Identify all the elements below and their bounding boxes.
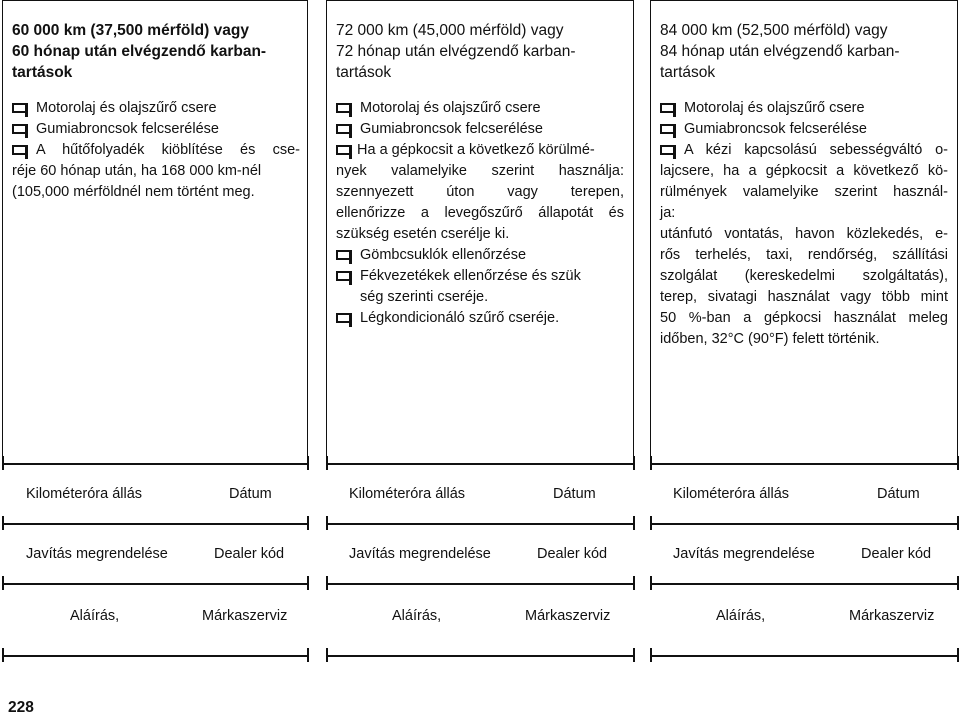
- checklist-item: Motorolaj és olajszűrő csere: [660, 98, 948, 119]
- form-tick: [2, 648, 4, 662]
- checkbox-icon[interactable]: [12, 103, 25, 113]
- item-continuation: réje 60 hónap után, ha 168 000 km-nél: [12, 163, 262, 179]
- checkbox-icon[interactable]: [660, 145, 673, 155]
- form-tick: [633, 516, 635, 530]
- form-line: [650, 463, 958, 465]
- form-tick: [957, 516, 959, 530]
- checklist-item: Motorolaj és olajszűrő csere: [12, 98, 300, 119]
- item-continuation: (105,000 mérföldnél nem történt meg.: [12, 184, 255, 200]
- signature-label: Aláírás,: [716, 608, 766, 624]
- repair-order-label: Javítás megrendelése: [26, 546, 168, 562]
- checkbox-icon[interactable]: [336, 145, 349, 155]
- checkbox-icon[interactable]: [336, 250, 349, 260]
- column-heading: 84 000 km (52,500 mérföld) vagy 84 hónap után elvégzendő karban- tartások: [660, 22, 900, 81]
- column-heading: 60 000 km (37,500 mérföld) vagy 60 hónap után elvégzendő karban- tartások: [12, 22, 267, 81]
- signature-label: Aláírás,: [70, 608, 120, 624]
- form-tick: [307, 456, 309, 470]
- form-tick: [633, 576, 635, 590]
- form-line: [326, 523, 634, 525]
- checkbox-icon[interactable]: [336, 271, 349, 281]
- checklist-item: A kézi kapcsolású sebességváltó o-: [660, 140, 948, 161]
- form-line: [650, 655, 958, 657]
- column-heading: 72 000 km (45,000 mérföld) vagy 72 hónap után elvégzendő karban- tartások: [336, 22, 576, 81]
- repair-order-label: Javítás megrendelése: [673, 546, 815, 562]
- checklist: [12, 98, 300, 203]
- checklist-item: A hűtőfolyadék kiöblítése és cse-: [12, 140, 300, 161]
- form-tick: [957, 648, 959, 662]
- odometer-label: Kilométeróra állás: [673, 486, 790, 502]
- form-tick: [326, 456, 328, 470]
- form-line: [2, 655, 308, 657]
- form-tick: [650, 648, 652, 662]
- item-paragraph: nyek valamelyike szerint használja: szennyezett úton vagy terepen, ellenőrizze a levegőszűrő állapotát és szükség esetén cserélje ki.: [336, 163, 624, 242]
- checkbox-icon[interactable]: [660, 103, 673, 113]
- form-line: [650, 523, 958, 525]
- form-line: [650, 583, 958, 585]
- checklist-item: Gumiabroncsok felcserélése: [336, 119, 624, 140]
- checklist-item: Gumiabroncsok felcserélése: [660, 119, 948, 140]
- checklist-item: Ha a gépkocsit a következő körülmé-: [336, 140, 624, 161]
- form-tick: [326, 648, 328, 662]
- checklist-item: Motorolaj és olajszűrő csere: [336, 98, 624, 119]
- item-continuation: ség szerinti cseréje.: [360, 289, 489, 305]
- dealer-code-label: Dealer kód: [537, 546, 608, 562]
- form-tick: [326, 516, 328, 530]
- checklist: [660, 98, 948, 350]
- form-line: [326, 583, 634, 585]
- checklist-item: Gumiabroncsok felcserélése: [12, 119, 300, 140]
- repair-order-label: Javítás megrendelése: [349, 546, 491, 562]
- form-tick: [650, 456, 652, 470]
- page-number: 228: [8, 699, 34, 716]
- date-label: Dátum: [229, 486, 272, 502]
- form-tick: [633, 456, 635, 470]
- date-label: Dátum: [877, 486, 920, 502]
- dealer-code-label: Dealer kód: [214, 546, 285, 562]
- odometer-label: Kilométeróra állás: [26, 486, 143, 502]
- form-line: [2, 583, 308, 585]
- checkbox-icon[interactable]: [336, 124, 349, 134]
- maintenance-column-60k: [2, 0, 308, 463]
- checklist: [336, 98, 624, 329]
- date-label: Dátum: [553, 486, 596, 502]
- form-line: [2, 463, 308, 465]
- form-tick: [957, 456, 959, 470]
- service-label: Márkaszerviz: [202, 608, 288, 624]
- checklist-item: Légkondicionáló szűrő cseréje.: [336, 308, 624, 329]
- checkbox-icon[interactable]: [336, 103, 349, 113]
- form-tick: [326, 576, 328, 590]
- form-tick: [2, 576, 4, 590]
- form-tick: [957, 576, 959, 590]
- checklist-item: Gömbcsuklók ellenőrzése: [336, 245, 624, 266]
- form-tick: [2, 516, 4, 530]
- form-tick: [2, 456, 4, 470]
- checklist-item: Fékvezetékek ellenőrzése és szük: [336, 266, 624, 287]
- service-label: Márkaszerviz: [849, 608, 935, 624]
- checkbox-icon[interactable]: [336, 313, 349, 323]
- service-label: Márkaszerviz: [525, 608, 611, 624]
- form-tick: [307, 516, 309, 530]
- checkbox-icon[interactable]: [12, 124, 25, 134]
- form-tick: [650, 576, 652, 590]
- checkbox-icon[interactable]: [660, 124, 673, 134]
- maintenance-column-84k: [650, 0, 958, 463]
- form-tick: [650, 516, 652, 530]
- form-tick: [633, 648, 635, 662]
- item-paragraph: lajcsere, ha a gépkocsit a következő kö- rülmények valamelyike szerint használ- ja: utánfutó vontatás, havon közlekedés, e- rős terhelés, taxi, rendőrség, szállítási szolgálat (kereskedelmi szolgáltatás), terep, sivatagi használat vagy több mint 50 %-ban a gépkocsi használat meleg időben, 32°C (90°F) felett történik.: [660, 163, 948, 347]
- dealer-code-label: Dealer kód: [861, 546, 932, 562]
- form-line: [326, 655, 634, 657]
- form-tick: [307, 648, 309, 662]
- form-line: [2, 523, 308, 525]
- checkbox-icon[interactable]: [12, 145, 25, 155]
- odometer-label: Kilométeróra állás: [349, 486, 466, 502]
- signature-label: Aláírás,: [392, 608, 442, 624]
- maintenance-column-72k: [326, 0, 634, 463]
- form-line: [326, 463, 634, 465]
- form-tick: [307, 576, 309, 590]
